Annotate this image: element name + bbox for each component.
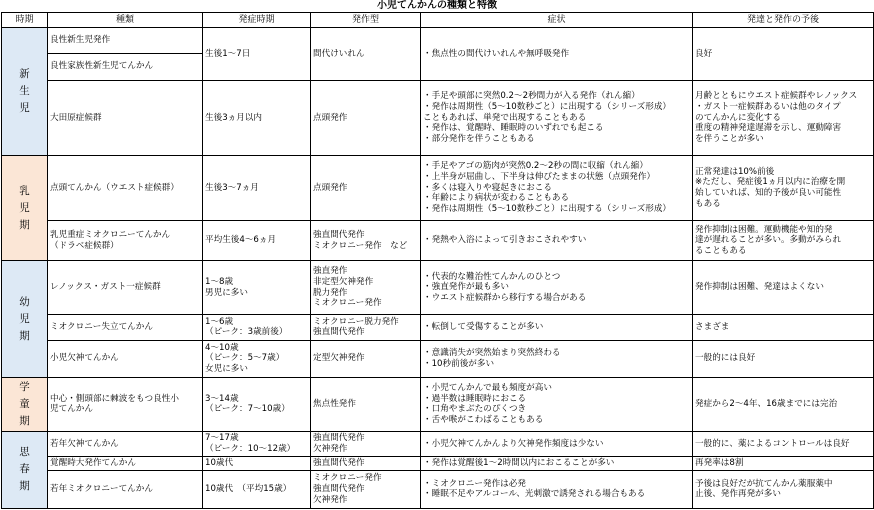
cell-prognosis <box>693 80 874 155</box>
cell-symptoms <box>421 220 693 260</box>
cell-symptoms <box>421 28 693 81</box>
cell-line: 達が遅れることが多い。多動がみられ <box>695 235 842 246</box>
cell-onset <box>203 340 311 377</box>
cell-type <box>48 470 203 508</box>
cell-line: ・手足や頭部に突然0.2〜2秒間力が入る発作（れん縮） <box>423 91 640 102</box>
cell-prognosis <box>693 340 874 377</box>
cell-line: 焦点性発作 <box>313 398 356 409</box>
cell-line: 強直間代発作 <box>313 433 365 444</box>
cell-line: ・多くは寝入りや寝起きにおこる <box>423 182 552 193</box>
cell-line: ・発作は覚醒後1〜2時間以内におこることが多い <box>423 458 615 469</box>
cell-prognosis <box>693 261 874 315</box>
cell-line: ることもある <box>695 245 747 256</box>
cell-onset <box>203 28 311 81</box>
cell-line: さまざま <box>695 322 730 332</box>
cell-line: ・睡眠不足やアルコール、光刺激で誘発される場合もある <box>423 489 646 500</box>
cell-line: 予後は良好だが抗てんかん薬服薬中 <box>695 478 833 489</box>
cell-line: ミオクロニー発作 <box>313 298 382 309</box>
cell-seizure <box>311 470 421 508</box>
cell-onset <box>203 314 311 340</box>
cell-line: ・発作は周期性（5〜10数秒ごと）に出現する（シリーズ形成） <box>423 203 672 214</box>
cell-prognosis <box>693 28 874 81</box>
cell-line: 間代けいれん <box>313 48 365 59</box>
cell-line: 小児欠神てんかん <box>50 353 119 364</box>
cell-prognosis <box>693 470 874 508</box>
cell-line: ・上半身が屈曲し、下半身は伸びたままの状態（点頭発作） <box>423 172 656 183</box>
cell-line: ・舌や喉がこわばることもある <box>423 414 544 425</box>
cell-line: 欠神発作 <box>313 494 348 505</box>
cell-line: 生後3ヵ月以内 <box>205 112 263 123</box>
cell-type <box>48 220 203 260</box>
table-row <box>2 220 874 260</box>
cell-line: 強直間代発作 <box>313 484 365 495</box>
cell-line: ミオクロニー失立てんかん <box>50 322 153 332</box>
cell-prognosis <box>693 314 874 340</box>
cell-onset <box>203 470 311 508</box>
table-row <box>2 314 874 340</box>
cell-type <box>48 314 203 340</box>
cell-type <box>48 431 203 457</box>
cell-symptoms <box>421 80 693 155</box>
stage-label: 新生児 <box>19 67 30 114</box>
table-row <box>2 28 874 54</box>
cell-line: ・口角やまぶたのぴくつき <box>423 404 527 415</box>
cell-line: 1〜8歳 <box>205 276 234 287</box>
cell-line: を伴うことが多い <box>695 133 764 144</box>
header-period: 時期 <box>2 13 48 28</box>
cell-line: ・強直発作が最も多い <box>423 282 509 293</box>
table-row <box>2 155 874 220</box>
cell-line: 点頭発作 <box>313 182 348 193</box>
cell-line: ・手足やアゴの筋肉が突然0.2〜2秒の間に収縮（れん縮） <box>423 161 648 172</box>
cell-symptoms <box>421 431 693 457</box>
cell-line: もある <box>695 198 721 209</box>
cell-line: ミオクロニー脱力発作 <box>313 316 399 327</box>
cell-line: 良好 <box>695 48 713 59</box>
cell-line: 若年欠神てんかん <box>50 438 119 449</box>
cell-line: ミオクロニー発作 <box>313 473 382 484</box>
stage-shishunki <box>2 431 48 508</box>
cell-line: ・ミオクロニー発作は必発 <box>423 478 526 489</box>
table-row <box>2 470 874 508</box>
cell-line: ・発作は周期性（5〜10数秒ごと）に出現する（シリーズ形成） <box>423 101 672 112</box>
stage-label: 学童期 <box>19 380 30 427</box>
cell-type <box>48 80 203 155</box>
stage-nyuji <box>2 155 48 260</box>
cell-line: 生後3〜7ヵ月 <box>205 182 259 193</box>
cell-line: 強直間代発作 <box>313 458 365 469</box>
cell-onset <box>203 220 311 260</box>
cell-onset <box>203 261 311 315</box>
cell-seizure <box>311 220 421 260</box>
cell-line: 止後、発作再発が多い <box>695 489 781 500</box>
cell-line: 10歳代 <box>205 458 234 469</box>
cell-seizure <box>311 28 421 81</box>
table-row <box>2 340 874 377</box>
cell-prognosis <box>693 220 874 260</box>
header-onset: 発症時期 <box>203 13 311 28</box>
cell-line: 一般的に、薬によるコントロールは良好 <box>695 438 850 449</box>
cell-line: 発症から2〜4年、16歳までには完治 <box>695 398 838 409</box>
cell-seizure <box>311 261 421 315</box>
cell-line: 良性新生児発作 <box>50 35 111 46</box>
cell-line: ・部分発作を伴うこともある <box>423 133 535 144</box>
cell-line: 点頭発作 <box>313 112 348 123</box>
cell-line: ・小児てんかんで最も頻度が高い <box>423 383 552 393</box>
cell-line: 大田原症候群 <box>50 112 102 123</box>
cell-line: ・10秒前後が多い <box>423 358 495 369</box>
cell-line: ・発熱や入浴によって引きおこされやすい <box>423 235 587 246</box>
cell-seizure <box>311 377 421 431</box>
cell-line: 再発率は8割 <box>695 458 744 469</box>
cell-line: ・ガスト一症候群あるいは他のタイプ <box>695 101 841 112</box>
cell-line: （ピーク：10〜12歳） <box>205 443 296 454</box>
cell-type <box>48 457 203 470</box>
cell-prognosis <box>693 377 874 431</box>
cell-line: ※ただし、発症後1ヵ月以内に治療を開 <box>695 177 846 188</box>
cell-line: 乳児重症ミオクロニーてんかん <box>50 230 171 241</box>
table-row <box>2 261 874 315</box>
stage-label: 乳児期 <box>19 184 30 231</box>
cell-line: 3〜14歳 <box>205 393 239 404</box>
epilepsy-table <box>1 12 874 509</box>
cell-line: 月齢とともにウエスト症候群やレノックス <box>695 91 858 102</box>
stage-shinseiji <box>2 28 48 156</box>
cell-line: ・転倒して受傷することが多い <box>423 322 544 332</box>
cell-line: 中心・側頭部に棘波をもつ良性小 <box>50 393 179 404</box>
cell-type <box>48 340 203 377</box>
cell-type <box>48 53 203 80</box>
cell-line: 10歳代 （平均15歳） <box>205 484 292 495</box>
cell-line: 強直間代発作 <box>313 230 365 241</box>
cell-onset <box>203 80 311 155</box>
stage-label: 思春期 <box>19 446 30 493</box>
stage-gakudoki <box>2 377 48 431</box>
cell-onset <box>203 377 311 431</box>
cell-line: 発作抑制は困難、発達はよくない <box>695 282 824 293</box>
cell-onset <box>203 431 311 457</box>
cell-line: ミオクロニー発作 など <box>313 240 408 251</box>
cell-line: 女児に多い <box>205 364 248 375</box>
cell-symptoms <box>421 377 693 431</box>
cell-line: 強直発作 <box>313 266 348 277</box>
cell-symptoms <box>421 155 693 220</box>
cell-line: 児てんかん <box>50 404 93 415</box>
cell-symptoms <box>421 314 693 340</box>
cell-line: 良性家族性新生児てんかん <box>50 61 154 72</box>
cell-type <box>48 377 203 431</box>
cell-line: 発作抑制は困難。運動機能や知的発 <box>695 224 833 235</box>
cell-symptoms <box>421 340 693 377</box>
cell-prognosis <box>693 155 874 220</box>
cell-line: 生後1〜7日 <box>205 48 251 59</box>
cell-seizure <box>311 431 421 457</box>
cell-seizure <box>311 80 421 155</box>
cell-line: （ピーク：5〜7歳） <box>205 353 285 364</box>
cell-line: ・過半数は睡眠時におこる <box>423 393 527 404</box>
cell-line: ・年齢により病状が変わることもある <box>423 193 570 204</box>
page-title: 小児てんかんの種類と特徴 <box>377 0 497 11</box>
cell-line: のてんかんに変化する <box>695 112 781 123</box>
cell-seizure <box>311 155 421 220</box>
cell-line: 7〜17歳 <box>205 433 239 444</box>
cell-seizure <box>311 457 421 470</box>
cell-seizure <box>311 314 421 340</box>
header-symptoms: 症状 <box>421 13 693 28</box>
cell-line: 定型欠神発作 <box>313 353 365 364</box>
cell-line: 4〜10歳 <box>205 342 239 353</box>
cell-symptoms <box>421 457 693 470</box>
cell-line: 1〜6歳 <box>205 316 234 327</box>
table-row <box>2 457 874 470</box>
cell-line: （ドラベ症候群） <box>50 240 119 251</box>
cell-line: 重度の精神発達遅滞を示し、運動障害 <box>695 123 842 134</box>
cell-type <box>48 261 203 315</box>
table-row <box>2 80 874 155</box>
header-prognosis: 発達と発作の予後 <box>693 13 874 28</box>
cell-symptoms <box>421 470 693 508</box>
cell-line: 始していれば、知的予後が良い可能性 <box>695 187 842 198</box>
cell-line: 脱力発作 <box>313 287 348 298</box>
cell-line: 非定型欠神発作 <box>313 276 374 287</box>
stage-yoji <box>2 261 48 378</box>
cell-line: こともあれば、単発で出現することもある <box>423 112 587 123</box>
table-row <box>2 431 874 457</box>
cell-line: 覚醒時大発作てんかん <box>50 458 136 469</box>
header-type: 種類 <box>48 13 203 28</box>
cell-type <box>48 28 203 54</box>
cell-line: ・ウエスト症候群から移行する場合がある <box>423 292 587 303</box>
cell-line: ・意識消失が突然始まり突然終わる <box>423 348 561 359</box>
cell-onset <box>203 155 311 220</box>
header-seizure: 発作型 <box>311 13 421 28</box>
cell-line: レノックス・ガスト一症候群 <box>50 282 161 293</box>
cell-seizure <box>311 340 421 377</box>
cell-prognosis <box>693 457 874 470</box>
cell-line: 正常発達は10%前後 <box>695 166 775 177</box>
cell-line: 若年ミオクロニーてんかん <box>50 484 153 495</box>
cell-line: 一般的には良好 <box>695 353 756 364</box>
cell-line: ・代表的な難治性てんかんのひとつ <box>423 271 561 282</box>
table-row <box>2 377 874 431</box>
cell-line: 点頭てんかん（ウエスト症候群） <box>50 182 179 193</box>
cell-prognosis <box>693 431 874 457</box>
cell-type <box>48 155 203 220</box>
cell-line: 平均生後4〜6ヵ月 <box>205 235 277 246</box>
cell-line: 男児に多い <box>205 287 248 298</box>
cell-line: ・小児欠神てんかんより欠神発作頻度は少ない <box>423 438 604 449</box>
cell-line: （ピーク：7〜10歳） <box>205 404 290 415</box>
cell-line: ・焦点性の間代けいれんや無呼吸発作 <box>423 48 570 59</box>
cell-line: ・発作は、覚醒時、睡眠時のいずれでも起こる <box>423 123 604 134</box>
cell-symptoms <box>421 261 693 315</box>
cell-line: （ピーク：3歳前後） <box>205 327 288 338</box>
header-row <box>2 13 874 28</box>
cell-line: 欠神発作 <box>313 443 348 454</box>
cell-onset <box>203 457 311 470</box>
cell-line: 強直間代発作 <box>313 327 365 338</box>
stage-label: 幼児期 <box>19 295 30 342</box>
